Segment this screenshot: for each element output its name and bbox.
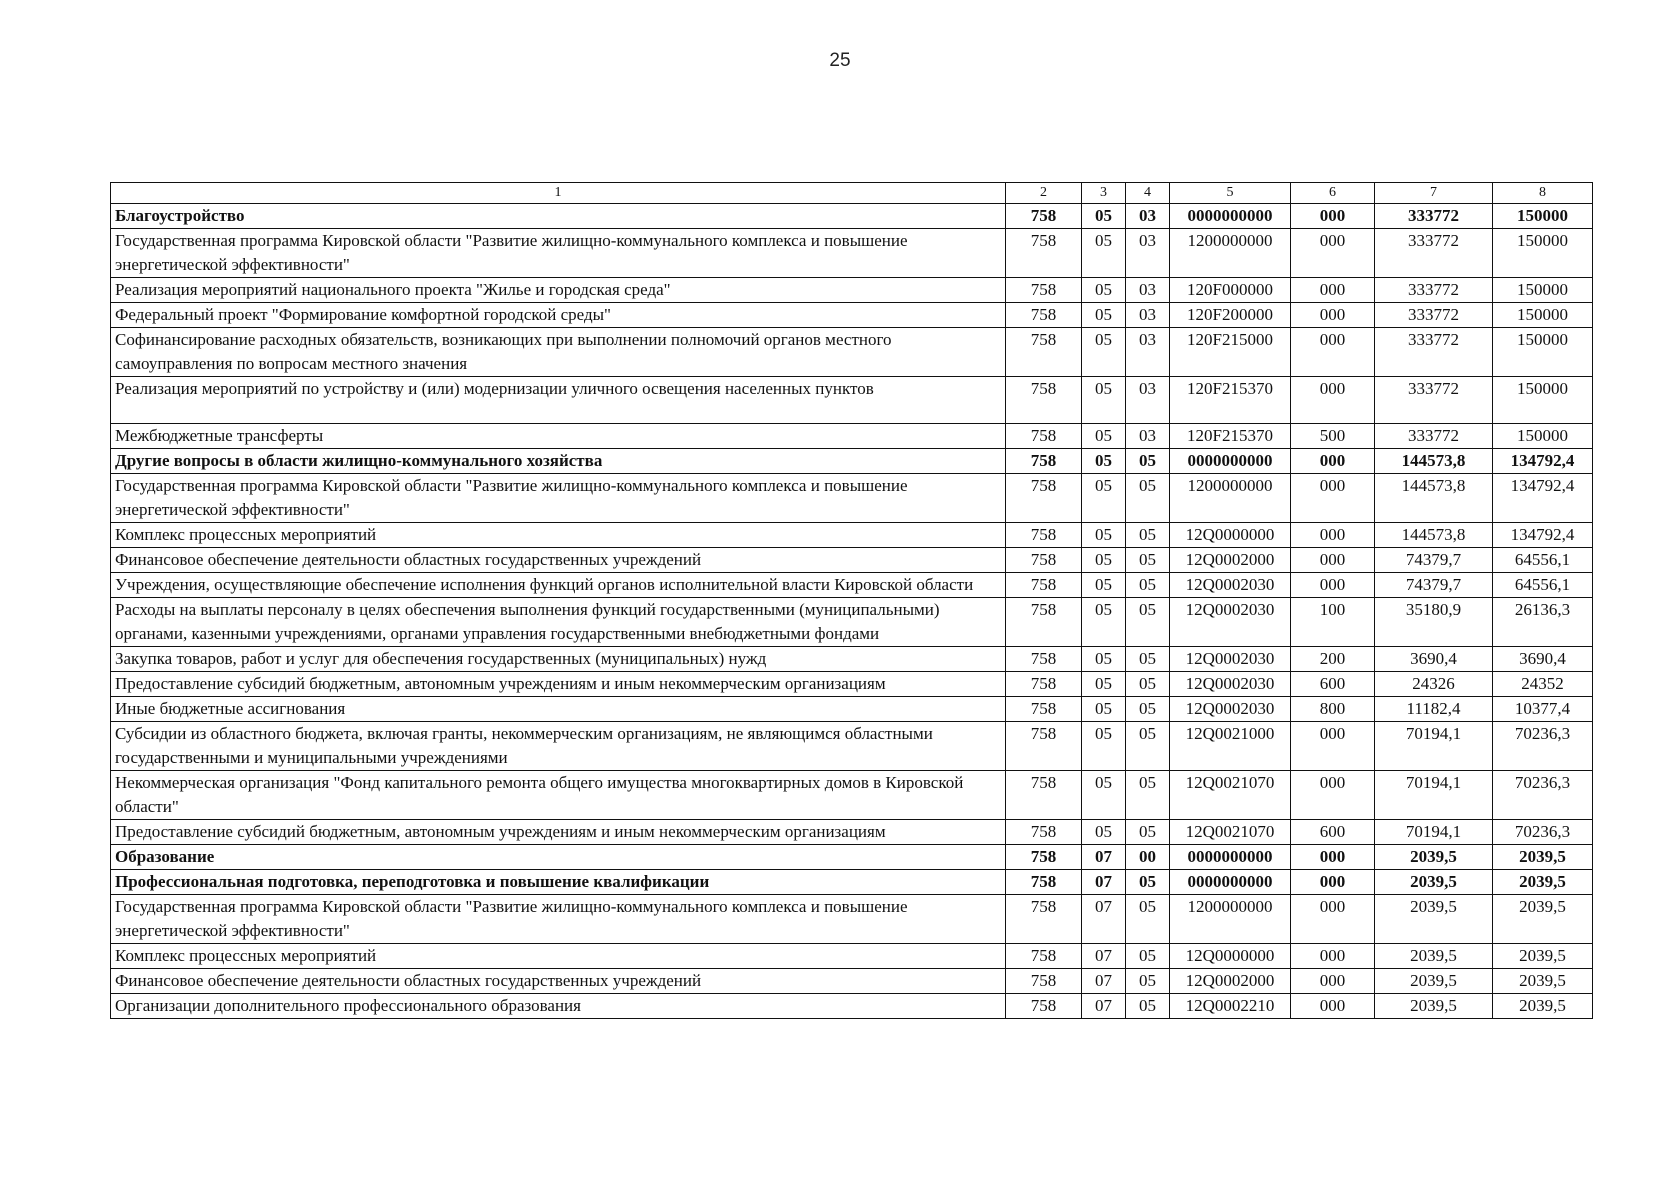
rz-cell: 07 xyxy=(1082,994,1126,1019)
rz-cell: 05 xyxy=(1082,449,1126,474)
gr-cell: 758 xyxy=(1006,449,1082,474)
gr-cell: 758 xyxy=(1006,278,1082,303)
name-cell: Образование xyxy=(111,845,1006,870)
sum-2024-cell: 2039,5 xyxy=(1375,994,1493,1019)
vr-cell: 100 xyxy=(1291,598,1375,647)
table-row xyxy=(111,672,1593,697)
pr-cell: 05 xyxy=(1126,771,1170,820)
sum-2024-cell: 2039,5 xyxy=(1375,969,1493,994)
sum-2025-cell: 24352 xyxy=(1493,672,1593,697)
name-cell: Иные бюджетные ассигнования xyxy=(111,697,1006,722)
table-row xyxy=(111,994,1593,1019)
sum-2024-cell: 11182,4 xyxy=(1375,697,1493,722)
csr-cell: 120F215000 xyxy=(1170,328,1291,377)
sum-2025-cell: 10377,4 xyxy=(1493,697,1593,722)
header-cell: 6 xyxy=(1291,183,1375,204)
rz-cell: 05 xyxy=(1082,573,1126,598)
table-row xyxy=(111,895,1593,944)
csr-cell: 12Q0002030 xyxy=(1170,598,1291,647)
rz-cell: 05 xyxy=(1082,328,1126,377)
sum-2025-cell: 150000 xyxy=(1493,377,1593,424)
vr-cell: 000 xyxy=(1291,523,1375,548)
vr-cell: 000 xyxy=(1291,449,1375,474)
name-cell: Расходы на выплаты персоналу в целях обеспечения выполнения функций государственными (муниципальными) органами, казенными учреждениями, органами управления государственными внебюджетными фондами xyxy=(111,598,1006,647)
gr-cell: 758 xyxy=(1006,523,1082,548)
name-cell: Комплекс процессных мероприятий xyxy=(111,944,1006,969)
table-row xyxy=(111,771,1593,820)
name-cell: Профессиональная подготовка, переподготовка и повышение квалификации xyxy=(111,870,1006,895)
name-cell: Софинансирование расходных обязательств, возникающих при выполнении полномочий органов местного самоуправления по вопросам местного значения xyxy=(111,328,1006,377)
csr-cell: 12Q0021070 xyxy=(1170,771,1291,820)
vr-cell: 200 xyxy=(1291,647,1375,672)
pr-cell: 05 xyxy=(1126,969,1170,994)
csr-cell: 12Q0002030 xyxy=(1170,647,1291,672)
pr-cell: 05 xyxy=(1126,548,1170,573)
sum-2024-cell: 3690,4 xyxy=(1375,647,1493,672)
vr-cell: 000 xyxy=(1291,548,1375,573)
sum-2025-cell: 150000 xyxy=(1493,424,1593,449)
rz-cell: 05 xyxy=(1082,377,1126,424)
gr-cell: 758 xyxy=(1006,647,1082,672)
table-header-row xyxy=(111,183,1593,204)
csr-cell: 1200000000 xyxy=(1170,229,1291,278)
pr-cell: 05 xyxy=(1126,474,1170,523)
vr-cell: 500 xyxy=(1291,424,1375,449)
name-cell: Финансовое обеспечение деятельности областных государственных учреждений xyxy=(111,969,1006,994)
budget-table xyxy=(110,182,1593,1019)
rz-cell: 05 xyxy=(1082,722,1126,771)
rz-cell: 07 xyxy=(1082,845,1126,870)
table-row xyxy=(111,573,1593,598)
csr-cell: 12Q0002000 xyxy=(1170,548,1291,573)
header-cell: 7 xyxy=(1375,183,1493,204)
rz-cell: 05 xyxy=(1082,474,1126,523)
sum-2025-cell: 2039,5 xyxy=(1493,870,1593,895)
vr-cell: 000 xyxy=(1291,895,1375,944)
table-row xyxy=(111,523,1593,548)
sum-2024-cell: 2039,5 xyxy=(1375,870,1493,895)
sum-2025-cell: 64556,1 xyxy=(1493,548,1593,573)
header-cell: 5 xyxy=(1170,183,1291,204)
csr-cell: 12Q0002210 xyxy=(1170,994,1291,1019)
rz-cell: 07 xyxy=(1082,870,1126,895)
rz-cell: 07 xyxy=(1082,944,1126,969)
pr-cell: 05 xyxy=(1126,598,1170,647)
pr-cell: 05 xyxy=(1126,895,1170,944)
sum-2025-cell: 150000 xyxy=(1493,328,1593,377)
table-row xyxy=(111,424,1593,449)
rz-cell: 05 xyxy=(1082,523,1126,548)
gr-cell: 758 xyxy=(1006,845,1082,870)
sum-2024-cell: 333772 xyxy=(1375,229,1493,278)
sum-2025-cell: 2039,5 xyxy=(1493,944,1593,969)
table-row xyxy=(111,944,1593,969)
rz-cell: 05 xyxy=(1082,820,1126,845)
sum-2025-cell: 70236,3 xyxy=(1493,820,1593,845)
vr-cell: 600 xyxy=(1291,672,1375,697)
vr-cell: 000 xyxy=(1291,204,1375,229)
name-cell: Закупка товаров, работ и услуг для обеспечения государственных (муниципальных) нужд xyxy=(111,647,1006,672)
table-row xyxy=(111,474,1593,523)
csr-cell: 0000000000 xyxy=(1170,204,1291,229)
gr-cell: 758 xyxy=(1006,697,1082,722)
table-row xyxy=(111,722,1593,771)
vr-cell: 000 xyxy=(1291,870,1375,895)
pr-cell: 05 xyxy=(1126,722,1170,771)
vr-cell: 800 xyxy=(1291,697,1375,722)
table-body xyxy=(111,183,1593,1019)
sum-2024-cell: 2039,5 xyxy=(1375,845,1493,870)
sum-2025-cell: 2039,5 xyxy=(1493,969,1593,994)
csr-cell: 12Q0002030 xyxy=(1170,573,1291,598)
table-row xyxy=(111,647,1593,672)
sum-2025-cell: 150000 xyxy=(1493,229,1593,278)
vr-cell: 000 xyxy=(1291,328,1375,377)
gr-cell: 758 xyxy=(1006,598,1082,647)
gr-cell: 758 xyxy=(1006,870,1082,895)
gr-cell: 758 xyxy=(1006,474,1082,523)
sum-2025-cell: 3690,4 xyxy=(1493,647,1593,672)
csr-cell: 120F215370 xyxy=(1170,424,1291,449)
name-cell: Финансовое обеспечение деятельности областных государственных учреждений xyxy=(111,548,1006,573)
sum-2024-cell: 333772 xyxy=(1375,424,1493,449)
sum-2024-cell: 24326 xyxy=(1375,672,1493,697)
table-row xyxy=(111,278,1593,303)
rz-cell: 05 xyxy=(1082,278,1126,303)
sum-2025-cell: 70236,3 xyxy=(1493,771,1593,820)
gr-cell: 758 xyxy=(1006,944,1082,969)
pr-cell: 03 xyxy=(1126,424,1170,449)
sum-2025-cell: 150000 xyxy=(1493,204,1593,229)
rz-cell: 07 xyxy=(1082,969,1126,994)
rz-cell: 05 xyxy=(1082,598,1126,647)
vr-cell: 000 xyxy=(1291,771,1375,820)
pr-cell: 05 xyxy=(1126,820,1170,845)
pr-cell: 03 xyxy=(1126,229,1170,278)
header-cell: 2 xyxy=(1006,183,1082,204)
name-cell: Реализация мероприятий по устройству и (или) модернизации уличного освещения населенных пунктов xyxy=(111,377,1006,424)
table-row xyxy=(111,870,1593,895)
sum-2024-cell: 333772 xyxy=(1375,278,1493,303)
csr-cell: 120F200000 xyxy=(1170,303,1291,328)
sum-2025-cell: 26136,3 xyxy=(1493,598,1593,647)
pr-cell: 05 xyxy=(1126,573,1170,598)
vr-cell: 000 xyxy=(1291,377,1375,424)
table-row xyxy=(111,303,1593,328)
gr-cell: 758 xyxy=(1006,672,1082,697)
table-row xyxy=(111,845,1593,870)
sum-2024-cell: 2039,5 xyxy=(1375,895,1493,944)
table-row xyxy=(111,377,1593,424)
gr-cell: 758 xyxy=(1006,229,1082,278)
name-cell: Комплекс процессных мероприятий xyxy=(111,523,1006,548)
rz-cell: 05 xyxy=(1082,672,1126,697)
sum-2025-cell: 134792,4 xyxy=(1493,449,1593,474)
sum-2025-cell: 2039,5 xyxy=(1493,845,1593,870)
vr-cell: 000 xyxy=(1291,474,1375,523)
sum-2024-cell: 333772 xyxy=(1375,377,1493,424)
csr-cell: 12Q0021070 xyxy=(1170,820,1291,845)
csr-cell: 1200000000 xyxy=(1170,474,1291,523)
table-row xyxy=(111,204,1593,229)
pr-cell: 05 xyxy=(1126,697,1170,722)
csr-cell: 12Q0002000 xyxy=(1170,969,1291,994)
name-cell: Государственная программа Кировской области "Развитие жилищно-коммунального комплекса и повышение энергетической эффективности" xyxy=(111,229,1006,278)
table-row xyxy=(111,820,1593,845)
sum-2024-cell: 70194,1 xyxy=(1375,820,1493,845)
vr-cell: 000 xyxy=(1291,573,1375,598)
table-row xyxy=(111,449,1593,474)
name-cell: Государственная программа Кировской области "Развитие жилищно-коммунального комплекса и повышение энергетической эффективности" xyxy=(111,474,1006,523)
rz-cell: 05 xyxy=(1082,303,1126,328)
sum-2024-cell: 35180,9 xyxy=(1375,598,1493,647)
header-cell: 3 xyxy=(1082,183,1126,204)
table-row xyxy=(111,697,1593,722)
sum-2025-cell: 150000 xyxy=(1493,303,1593,328)
sum-2024-cell: 333772 xyxy=(1375,303,1493,328)
name-cell: Учреждения, осуществляющие обеспечение исполнения функций органов исполнительной власти Кировской области xyxy=(111,573,1006,598)
name-cell: Государственная программа Кировской области "Развитие жилищно-коммунального комплекса и повышение энергетической эффективности" xyxy=(111,895,1006,944)
gr-cell: 758 xyxy=(1006,328,1082,377)
gr-cell: 758 xyxy=(1006,771,1082,820)
csr-cell: 1200000000 xyxy=(1170,895,1291,944)
sum-2024-cell: 70194,1 xyxy=(1375,722,1493,771)
sum-2025-cell: 150000 xyxy=(1493,278,1593,303)
gr-cell: 758 xyxy=(1006,969,1082,994)
rz-cell: 05 xyxy=(1082,697,1126,722)
gr-cell: 758 xyxy=(1006,722,1082,771)
name-cell: Некоммерческая организация "Фонд капитального ремонта общего имущества многоквартирных домов в Кировской области" xyxy=(111,771,1006,820)
vr-cell: 000 xyxy=(1291,278,1375,303)
pr-cell: 05 xyxy=(1126,523,1170,548)
name-cell: Межбюджетные трансферты xyxy=(111,424,1006,449)
gr-cell: 758 xyxy=(1006,424,1082,449)
gr-cell: 758 xyxy=(1006,548,1082,573)
vr-cell: 000 xyxy=(1291,944,1375,969)
name-cell: Другие вопросы в области жилищно-коммунального хозяйства xyxy=(111,449,1006,474)
pr-cell: 03 xyxy=(1126,303,1170,328)
sum-2024-cell: 74379,7 xyxy=(1375,573,1493,598)
csr-cell: 120F000000 xyxy=(1170,278,1291,303)
header-cell: 4 xyxy=(1126,183,1170,204)
gr-cell: 758 xyxy=(1006,573,1082,598)
vr-cell: 000 xyxy=(1291,845,1375,870)
pr-cell: 05 xyxy=(1126,994,1170,1019)
pr-cell: 03 xyxy=(1126,377,1170,424)
table-row xyxy=(111,328,1593,377)
header-cell: 1 xyxy=(111,183,1006,204)
rz-cell: 07 xyxy=(1082,895,1126,944)
gr-cell: 758 xyxy=(1006,994,1082,1019)
csr-cell: 12Q0002030 xyxy=(1170,697,1291,722)
sum-2024-cell: 70194,1 xyxy=(1375,771,1493,820)
name-cell: Предоставление субсидий бюджетным, автономным учреждениям и иным некоммерческим организациям xyxy=(111,820,1006,845)
sum-2025-cell: 2039,5 xyxy=(1493,895,1593,944)
rz-cell: 05 xyxy=(1082,424,1126,449)
pr-cell: 00 xyxy=(1126,845,1170,870)
sum-2025-cell: 64556,1 xyxy=(1493,573,1593,598)
name-cell: Предоставление субсидий бюджетным, автономным учреждениям и иным некоммерческим организациям xyxy=(111,672,1006,697)
sum-2024-cell: 144573,8 xyxy=(1375,474,1493,523)
rz-cell: 05 xyxy=(1082,204,1126,229)
name-cell: Субсидии из областного бюджета, включая гранты, некоммерческим организациям, не являющимся областными государственными и муниципальными учреждениями xyxy=(111,722,1006,771)
name-cell: Благоустройство xyxy=(111,204,1006,229)
vr-cell: 000 xyxy=(1291,722,1375,771)
vr-cell: 600 xyxy=(1291,820,1375,845)
vr-cell: 000 xyxy=(1291,994,1375,1019)
rz-cell: 05 xyxy=(1082,229,1126,278)
vr-cell: 000 xyxy=(1291,229,1375,278)
gr-cell: 758 xyxy=(1006,204,1082,229)
sum-2025-cell: 134792,4 xyxy=(1493,474,1593,523)
pr-cell: 03 xyxy=(1126,328,1170,377)
sum-2024-cell: 2039,5 xyxy=(1375,944,1493,969)
sum-2024-cell: 74379,7 xyxy=(1375,548,1493,573)
pr-cell: 03 xyxy=(1126,204,1170,229)
table-row xyxy=(111,969,1593,994)
csr-cell: 12Q0021000 xyxy=(1170,722,1291,771)
csr-cell: 12Q0000000 xyxy=(1170,523,1291,548)
gr-cell: 758 xyxy=(1006,377,1082,424)
sum-2024-cell: 144573,8 xyxy=(1375,449,1493,474)
sum-2024-cell: 333772 xyxy=(1375,204,1493,229)
pr-cell: 05 xyxy=(1126,944,1170,969)
pr-cell: 05 xyxy=(1126,647,1170,672)
csr-cell: 12Q0002030 xyxy=(1170,672,1291,697)
sum-2025-cell: 134792,4 xyxy=(1493,523,1593,548)
rz-cell: 05 xyxy=(1082,548,1126,573)
rz-cell: 05 xyxy=(1082,771,1126,820)
pr-cell: 05 xyxy=(1126,449,1170,474)
vr-cell: 000 xyxy=(1291,303,1375,328)
sum-2024-cell: 333772 xyxy=(1375,328,1493,377)
table-row xyxy=(111,548,1593,573)
gr-cell: 758 xyxy=(1006,895,1082,944)
sum-2025-cell: 70236,3 xyxy=(1493,722,1593,771)
csr-cell: 12Q0000000 xyxy=(1170,944,1291,969)
table-row xyxy=(111,598,1593,647)
gr-cell: 758 xyxy=(1006,303,1082,328)
pr-cell: 05 xyxy=(1126,672,1170,697)
csr-cell: 0000000000 xyxy=(1170,870,1291,895)
pr-cell: 05 xyxy=(1126,870,1170,895)
rz-cell: 05 xyxy=(1082,647,1126,672)
name-cell: Реализация мероприятий национального проекта "Жилье и городская среда" xyxy=(111,278,1006,303)
csr-cell: 0000000000 xyxy=(1170,845,1291,870)
table-row xyxy=(111,229,1593,278)
sum-2025-cell: 2039,5 xyxy=(1493,994,1593,1019)
name-cell: Организации дополнительного профессионального образования xyxy=(111,994,1006,1019)
csr-cell: 0000000000 xyxy=(1170,449,1291,474)
page-number: 25 xyxy=(829,50,851,71)
header-cell: 8 xyxy=(1493,183,1593,204)
gr-cell: 758 xyxy=(1006,820,1082,845)
sum-2024-cell: 144573,8 xyxy=(1375,523,1493,548)
vr-cell: 000 xyxy=(1291,969,1375,994)
csr-cell: 120F215370 xyxy=(1170,377,1291,424)
pr-cell: 03 xyxy=(1126,278,1170,303)
name-cell: Федеральный проект "Формирование комфортной городской среды" xyxy=(111,303,1006,328)
